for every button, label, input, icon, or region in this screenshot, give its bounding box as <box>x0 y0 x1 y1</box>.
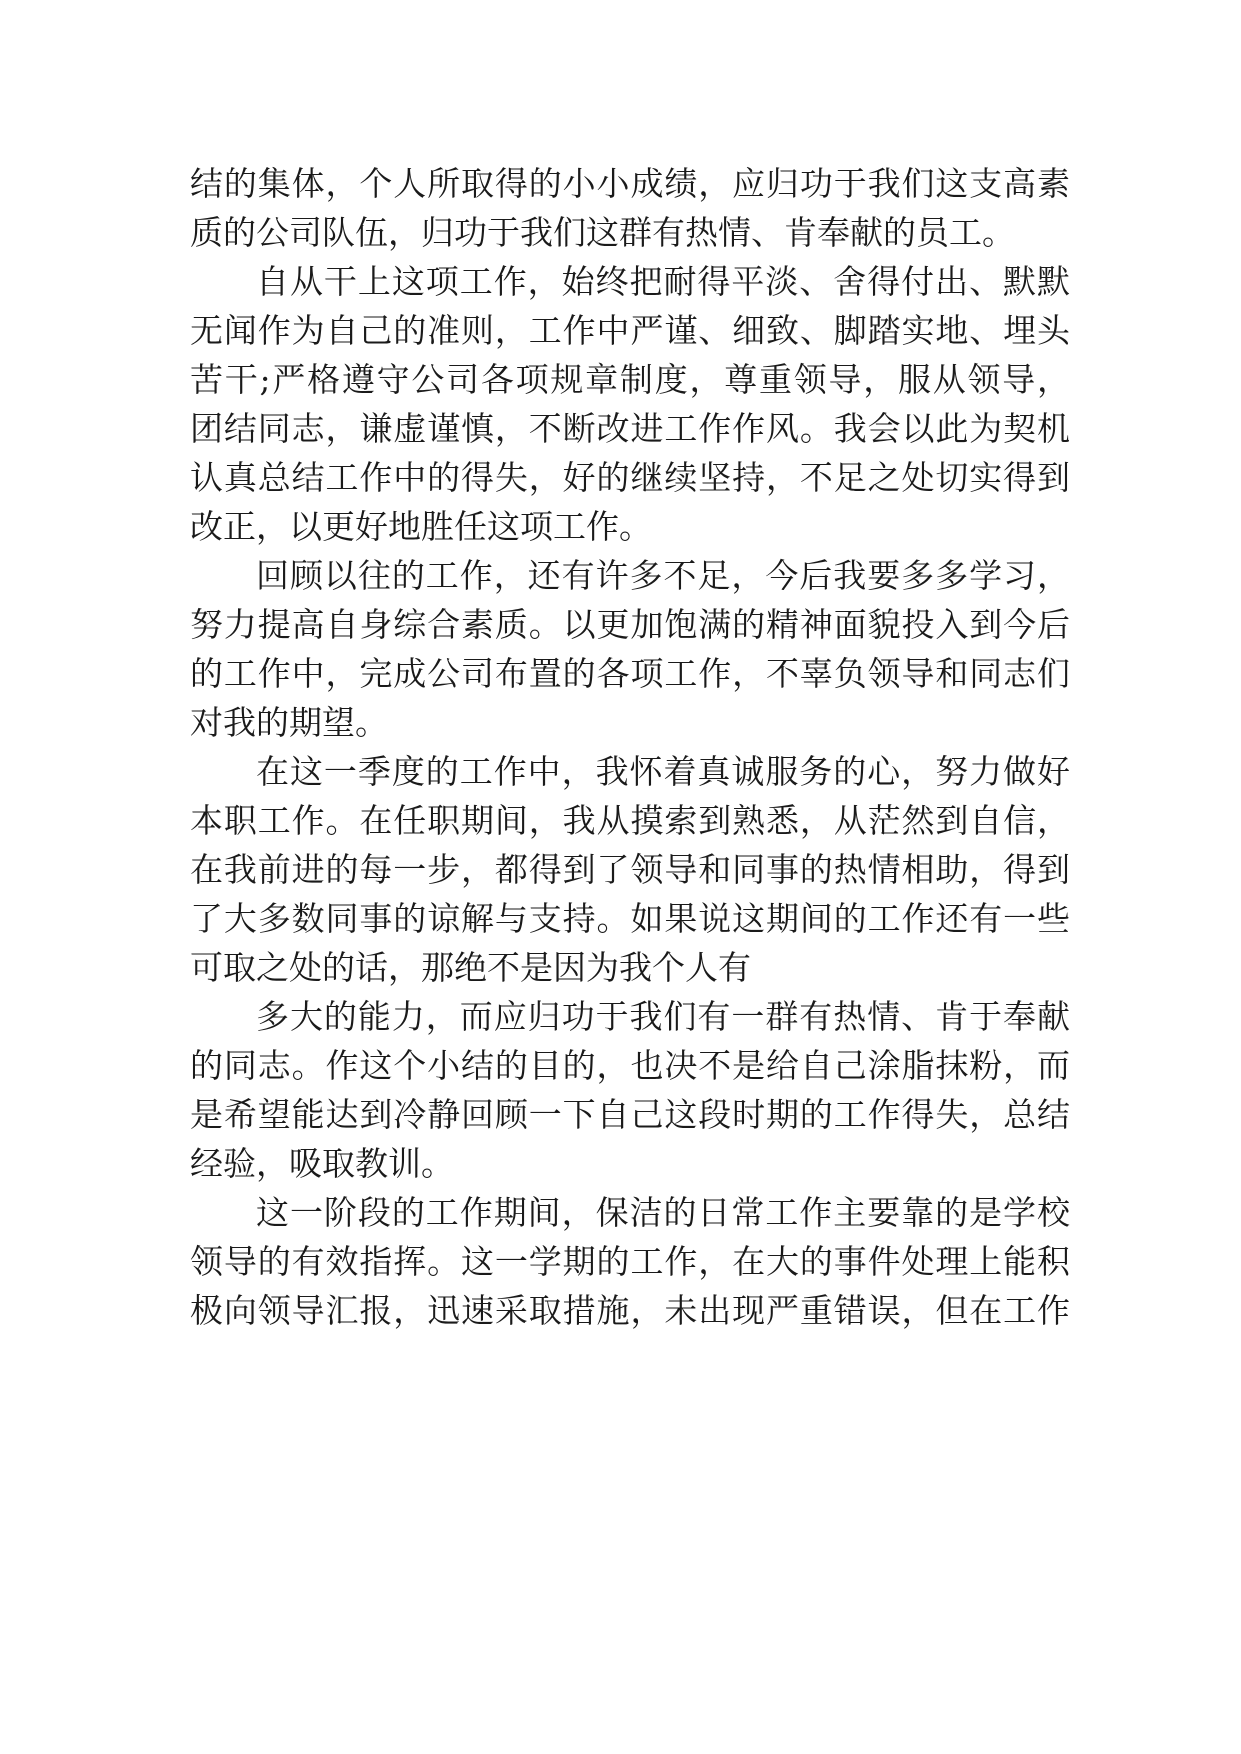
text-line: 可取之处的话，那绝不是因为我个人有 <box>190 948 751 987</box>
text-line: 对我的期望。 <box>190 703 388 742</box>
text-line: 认真总结工作中的得失，好的继续坚持，不足之处切实得到 <box>190 458 1070 497</box>
text-line: 的同志。作这个小结的目的，也决不是给自己涂脂抹粉，而 <box>190 1046 1070 1085</box>
text-line: 结的集体，个人所取得的小小成绩，应归功于我们这支高素 <box>190 164 1070 203</box>
text-line: 领导的有效指挥。这一学期的工作，在大的事件处理上能积 <box>190 1242 1070 1281</box>
text-line: 经验，吸取教训。 <box>190 1144 454 1183</box>
text-line: 是希望能达到冷静回顾一下自己这段时期的工作得失，总结 <box>190 1095 1070 1134</box>
text-line: 改正，以更好地胜任这项工作。 <box>190 507 652 546</box>
text-line: 团结同志，谦虚谨慎，不断改进工作作风。我会以此为契机 <box>190 409 1070 448</box>
text-line: 的工作中，完成公司布置的各项工作，不辜负领导和同志们 <box>190 654 1070 693</box>
text-line: 本职工作。在任职期间，我从摸索到熟悉，从茫然到自信， <box>190 801 1070 840</box>
text-line: 在这一季度的工作中，我怀着真诚服务的心，努力做好 <box>256 752 1070 791</box>
text-line: 回顾以往的工作，还有许多不足，今后我要多多学习， <box>256 556 1070 595</box>
text-line: 在我前进的每一步，都得到了领导和同事的热情相助，得到 <box>190 850 1070 889</box>
text-line: 努力提高自身综合素质。以更加饱满的精神面貌投入到今后 <box>190 605 1070 644</box>
text-line: 无闻作为自己的准则，工作中严谨、细致、脚踏实地、埋头 <box>190 311 1070 350</box>
text-line: 这一阶段的工作期间，保洁的日常工作主要靠的是学校 <box>256 1193 1070 1232</box>
text-line: 自从干上这项工作，始终把耐得平淡、舍得付出、默默 <box>256 262 1070 301</box>
text-line: 了大多数同事的谅解与支持。如果说这期间的工作还有一些 <box>190 899 1070 938</box>
text-line: 极向领导汇报，迅速采取措施，未出现严重错误，但在工作 <box>190 1291 1070 1330</box>
text-line: 多大的能力，而应归功于我们有一群有热情、肯于奉献 <box>256 997 1070 1036</box>
text-line: 苦干;严格遵守公司各项规章制度，尊重领导，服从领导， <box>190 360 1070 399</box>
text-line: 质的公司队伍，归功于我们这群有热情、肯奉献的员工。 <box>190 213 1015 252</box>
